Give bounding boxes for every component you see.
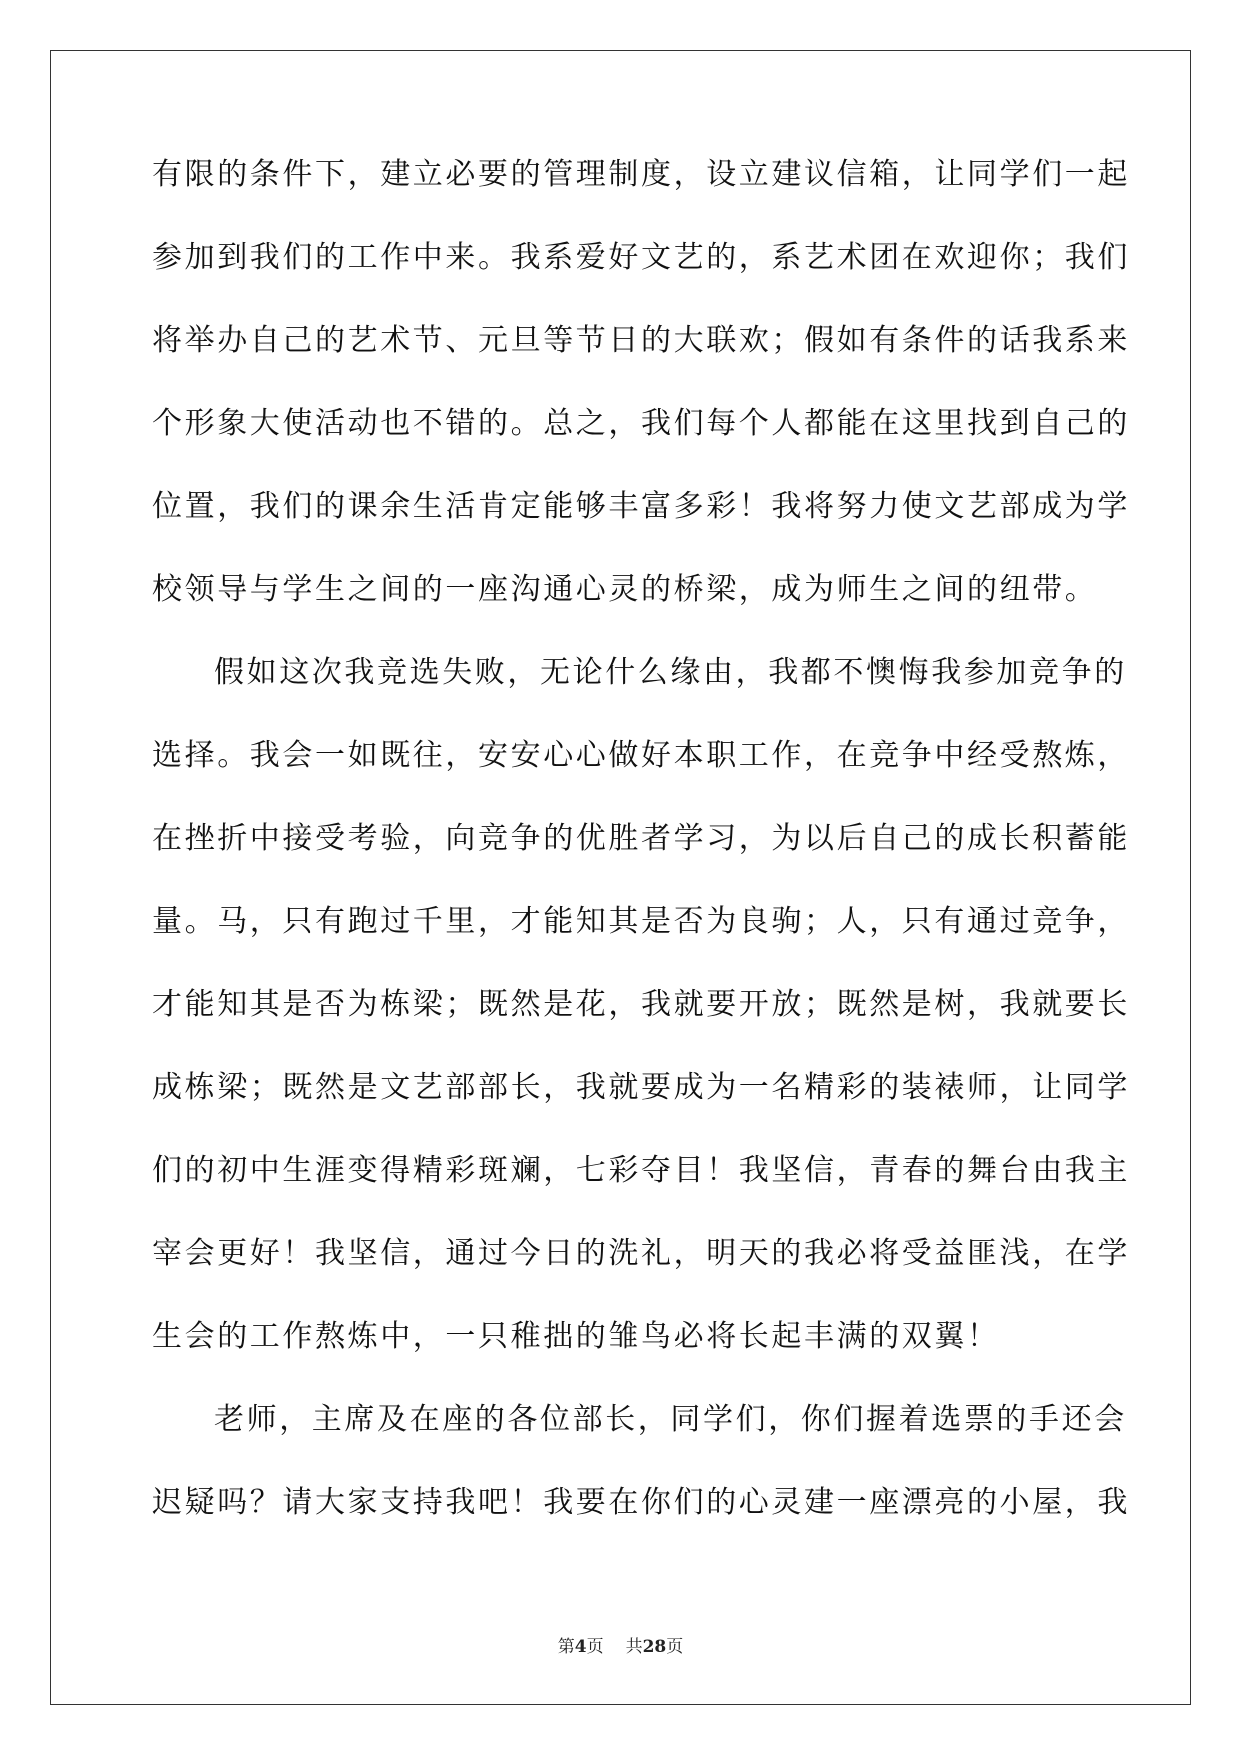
- page-number: 4: [574, 1637, 587, 1657]
- total-pages: 28: [642, 1637, 667, 1657]
- text-line: 校领导与学生之间的一座沟通心灵的桥梁，成为师生之间的纽带。: [152, 572, 1098, 607]
- text-line: 参加到我们的工作中来。我系爱好文艺的，系艺术团在欢迎你；我们: [152, 240, 1130, 275]
- text-line: 位置，我们的课余生活肯定能够丰富多彩！我将努力使文艺部成为学: [152, 489, 1130, 524]
- text-line: 选择。我会一如既往，安安心心做好本职工作，在竞争中经受熬炼，: [152, 738, 1130, 773]
- page-prefix: 第: [557, 1637, 575, 1657]
- text-line: 有限的条件下，建立必要的管理制度，设立建议信箱，让同学们一起: [152, 157, 1130, 192]
- text-line: 们的初中生涯变得精彩斑斓，七彩夺目！我坚信，青春的舞台由我主: [152, 1153, 1130, 1188]
- text-line: 个形象大使活动也不错的。总之，我们每个人都能在这里找到自己的: [152, 406, 1130, 441]
- text-line: 宰会更好！我坚信，通过今日的洗礼，明天的我必将受益匪浅，在学: [152, 1236, 1130, 1271]
- page-footer: [0, 1632, 1241, 1657]
- total-prefix: 共: [625, 1637, 643, 1657]
- paragraph-first-line: 假如这次我竞选失败，无论什么缘由，我都不懊悔我参加竞争的: [214, 655, 1127, 690]
- text-line: 将举办自己的艺术节、元旦等节日的大联欢；假如有条件的话我系来: [152, 323, 1130, 358]
- text-line: 量。马，只有跑过千里，才能知其是否为良驹；人，只有通过竞争，: [152, 904, 1130, 939]
- text-line: 生会的工作熬炼中，一只稚拙的雏鸟必将长起丰满的双翼！: [152, 1319, 1000, 1354]
- page-suffix: 页: [586, 1637, 604, 1657]
- paragraph-first-line: 老师，主席及在座的各位部长，同学们，你们握着选票的手还会: [214, 1402, 1127, 1437]
- text-line: 在挫折中接受考验，向竞争的优胜者学习，为以后自己的成长积蓄能: [152, 821, 1130, 856]
- text-line: 才能知其是否为栋梁；既然是花，我就要开放；既然是树，我就要长: [152, 987, 1130, 1022]
- text-line: 成栋梁；既然是文艺部部长，我就要成为一名精彩的装裱师，让同学: [152, 1070, 1130, 1105]
- document-body: [152, 157, 1130, 1571]
- text-line: 迟疑吗？请大家支持我吧！我要在你们的心灵建一座漂亮的小屋，我: [152, 1485, 1130, 1520]
- total-suffix: 页: [666, 1637, 684, 1657]
